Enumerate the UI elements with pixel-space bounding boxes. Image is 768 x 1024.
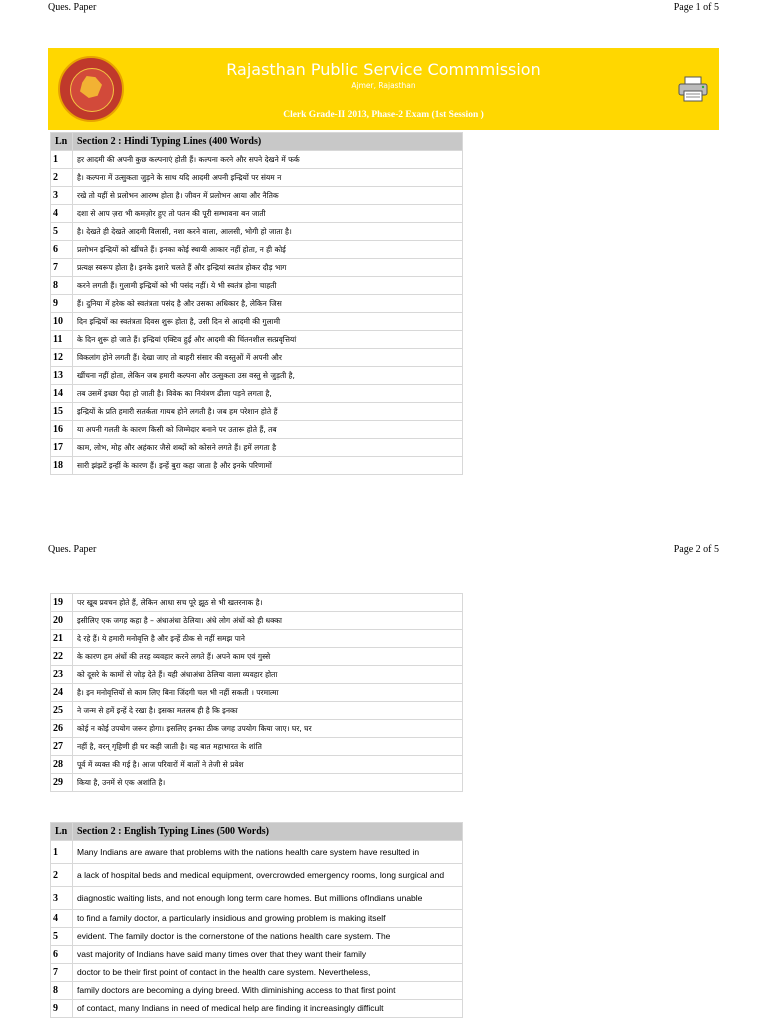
line-number: 3 <box>51 887 73 910</box>
line-number: 5 <box>51 928 73 946</box>
line-number: 2 <box>51 864 73 887</box>
typing-line-text: Many Indians are aware that problems with the nations health care system have resulted in <box>73 841 463 864</box>
line-number: 25 <box>51 702 73 720</box>
table-row <box>51 367 463 385</box>
table-row <box>51 702 463 720</box>
table-row <box>51 187 463 205</box>
table-row <box>51 684 463 702</box>
typing-line-text: तब उसमें इच्छा पैदा हो जाती है। विवेक का नियंत्रण ढीला पड़ने लगता है, <box>73 385 463 403</box>
page-number: Page 2 of 5 <box>673 544 719 555</box>
typing-line-text: पूर्व में व्यक्त की गई है। आज परिवारों में बातों ने तेजी से प्रवेश <box>73 756 463 774</box>
line-number: 24 <box>51 684 73 702</box>
table-row <box>51 457 463 475</box>
table-row <box>51 841 463 864</box>
table-row <box>51 439 463 457</box>
typing-line-text: evident. The family doctor is the cornerstone of the nations health care system. The <box>73 928 463 946</box>
line-number: 1 <box>51 841 73 864</box>
line-number: 4 <box>51 910 73 928</box>
line-number: 11 <box>51 331 73 349</box>
typing-line-text: diagnostic waiting lists, and not enough long term care homes. But millions ofIndians unable <box>73 887 463 910</box>
table-row <box>51 910 463 928</box>
table-row <box>51 349 463 367</box>
page-number: Page 1 of 5 <box>673 2 719 13</box>
table-row <box>51 964 463 982</box>
typing-line-text: पर खूब प्रवचन होते हैं, लेकिन आधा सच पूरे झूठ से भी खतरनाक है। <box>73 594 463 612</box>
line-number: 23 <box>51 666 73 684</box>
line-number: 28 <box>51 756 73 774</box>
line-number: 1 <box>51 151 73 169</box>
table-row <box>51 720 463 738</box>
banner-title: Rajasthan Public Service Commmission <box>226 60 541 79</box>
typing-line-text: नहीं है, वरन् गृहिणी ही घर कही जाती है। यह बात महाभारत के शांति <box>73 738 463 756</box>
typing-line-text: vast majority of Indians have said many times over that they want their family <box>73 946 463 964</box>
line-number: 21 <box>51 630 73 648</box>
table-row <box>51 982 463 1000</box>
typing-line-text: है। इन मनोवृत्तियों से काम लिए बिना जिंदगी चल भी नहीं सकती । परमात्मा <box>73 684 463 702</box>
line-number-header: Ln <box>51 133 73 151</box>
table-row <box>51 241 463 259</box>
table-row <box>51 331 463 349</box>
table-row <box>51 864 463 887</box>
typing-line-text: प्रत्यक्ष स्वरूप होता है। इनके इशारे चलते हैं और इन्द्रियां स्वतंत्र होकर दौड़ भाग <box>73 259 463 277</box>
line-number: 10 <box>51 313 73 331</box>
typing-line-text: के दिन शुरू हो जाते हैं। इन्द्रियां एक्टिव हुईं और आदमी की चिंतनशील सत्प्रवृत्तियां <box>73 331 463 349</box>
line-number: 13 <box>51 367 73 385</box>
typing-line-text: दशा से आप ज़रा भी कमज़ोर हुए तो पतन की पूरी सम्भावना बन जाती <box>73 205 463 223</box>
table-row <box>51 151 463 169</box>
table-row <box>51 169 463 187</box>
line-number: 14 <box>51 385 73 403</box>
typing-line-text: इसीलिए एक जगह कहा है – अंधाअंधा ठेलिया। अंधे लोग अंधों को ही धक्का <box>73 612 463 630</box>
line-number: 20 <box>51 612 73 630</box>
line-number: 9 <box>51 1000 73 1018</box>
typing-line-text: किया है, उनमें से एक अशांति है। <box>73 774 463 792</box>
line-number: 22 <box>51 648 73 666</box>
typing-line-text: या अपनी गलती के कारण किसी को जिम्मेदार बनाने पर उतारू होते हैं, तब <box>73 421 463 439</box>
banner-subtitle: Ajmer, Rajasthan <box>351 81 416 90</box>
typing-line-text: है। कल्पना में उत्सुकता जुड़ने के साथ यदि आदमी अपनी इन्द्रियों पर संयम न <box>73 169 463 187</box>
line-number: 6 <box>51 241 73 259</box>
line-number: 7 <box>51 964 73 982</box>
typing-line-text: दिन इन्द्रियों का स्वतंत्रता दिवस शुरू होता है, उसी दिन से आदमी की गुलामी <box>73 313 463 331</box>
left-header: Ques. Paper <box>48 2 97 13</box>
table-row <box>51 648 463 666</box>
table-row <box>51 385 463 403</box>
table-row <box>51 666 463 684</box>
table-row <box>51 928 463 946</box>
printer-icon[interactable] <box>677 76 709 102</box>
table-row <box>51 205 463 223</box>
typing-line-text: हर आदमी की अपनी कुछ कल्पनाएं होती हैं। कल्पना करने और सपने देखने में फर्क <box>73 151 463 169</box>
typing-line-text: दे रहे हैं। ये हमारी मनोवृत्ति है और इन्हें ठीक से नहीं समझ पाने <box>73 630 463 648</box>
table-row <box>51 594 463 612</box>
hindi-typing-table <box>50 132 463 475</box>
line-number-header: Ln <box>51 823 73 841</box>
line-number: 29 <box>51 774 73 792</box>
line-number: 2 <box>51 169 73 187</box>
line-number: 8 <box>51 277 73 295</box>
line-number: 17 <box>51 439 73 457</box>
hindi-typing-table-continued <box>50 593 463 792</box>
typing-line-text: इन्द्रियों के प्रति हमारी सतर्कता गायब होने लगती है। जब हम परेशान होते हैं <box>73 403 463 421</box>
exam-title: Clerk Grade-II 2013, Phase-2 Exam (1st Session ) <box>283 110 484 120</box>
line-number: 5 <box>51 223 73 241</box>
table-row <box>51 612 463 630</box>
english-typing-table <box>50 822 463 1018</box>
table-row <box>51 1000 463 1018</box>
typing-line-text: है। देखते ही देखते आदमी विलासी, नशा करने वाला, आलसी, भोगी हो जाता है। <box>73 223 463 241</box>
table-row <box>51 774 463 792</box>
typing-line-text: of contact, many Indians in need of medical help are finding it increasingly difficult <box>73 1000 463 1018</box>
typing-line-text: doctor to be their first point of contact in the health care system. Nevertheless, <box>73 964 463 982</box>
typing-line-text: विकलांग होने लगती हैं। देखा जाए तो बाहरी संसार की वस्तुओं में अपनी और <box>73 349 463 367</box>
line-number: 3 <box>51 187 73 205</box>
table-row <box>51 223 463 241</box>
line-number: 4 <box>51 205 73 223</box>
section-title: Section 2 : English Typing Lines (500 Words) <box>73 823 463 841</box>
line-number: 12 <box>51 349 73 367</box>
typing-line-text: प्रलोभन इन्द्रियों को खींचते हैं। इनका कोई स्थायी आकार नहीं होता, न ही कोई <box>73 241 463 259</box>
typing-line-text: to find a family doctor, a particularly insidious and growing problem is making itself <box>73 910 463 928</box>
typing-line-text: कोई न कोई उपयोग जरूर होगा। इसलिए इनका ठीक जगह उपयोग किया जाए। घर, घर <box>73 720 463 738</box>
typing-line-text: हैं। दुनिया में हरेक को स्वतंत्रता पसंद है और उसका अधिकार है, लेकिन जिस <box>73 295 463 313</box>
line-number: 26 <box>51 720 73 738</box>
left-header: Ques. Paper <box>48 544 97 555</box>
typing-line-text: को दूसरे के कामों से जोड़ देते हैं। यही अंधाअंधा ठेलिया वाला व्यवहार होता <box>73 666 463 684</box>
line-number: 8 <box>51 982 73 1000</box>
typing-line-text: family doctors are becoming a dying breed. With diminishing access to that first point <box>73 982 463 1000</box>
line-number: 15 <box>51 403 73 421</box>
typing-line-text: करने लगती हैं। गुलामी इन्द्रियों को भी पसंद नहीं। ये भी स्वतंत्र होना चाहती <box>73 277 463 295</box>
table-row <box>51 277 463 295</box>
typing-line-text: खींचना नहीं होता, लेकिन जब हमारी कल्पना और उत्सुकता उस वस्तु से जुड़ती है, <box>73 367 463 385</box>
typing-line-text: सारी झंझटें इन्हीं के कारण हैं। इन्हें बुरा कहा जाता है और इनके परिणामों <box>73 457 463 475</box>
table-row <box>51 630 463 648</box>
typing-line-text: ने जन्म से हमें इन्हें दे रखा है। इसका मतलब ही है कि इनका <box>73 702 463 720</box>
table-row <box>51 738 463 756</box>
line-number: 6 <box>51 946 73 964</box>
typing-line-text: काम, लोभ, मोह और अहंकार जैसे शब्दों को कोसने लगते हैं। हमें लगता है <box>73 439 463 457</box>
table-row <box>51 403 463 421</box>
line-number: 7 <box>51 259 73 277</box>
line-number: 9 <box>51 295 73 313</box>
typing-line-text: a lack of hospital beds and medical equipment, overcrowded emergency rooms, long surgical and <box>73 864 463 887</box>
commission-banner <box>48 48 719 130</box>
table-row <box>51 295 463 313</box>
table-row <box>51 756 463 774</box>
line-number: 19 <box>51 594 73 612</box>
line-number: 18 <box>51 457 73 475</box>
typing-line-text: रखे तो यहीं से प्रलोभन आरम्भ होता है। जीवन में प्रलोभन आया और नैतिक <box>73 187 463 205</box>
typing-line-text: के कारण हम अंधों की तरह व्यवहार करने लगते हैं। अपने काम एवं गुस्से <box>73 648 463 666</box>
table-row <box>51 421 463 439</box>
line-number: 27 <box>51 738 73 756</box>
table-row <box>51 887 463 910</box>
table-row <box>51 946 463 964</box>
section-title: Section 2 : Hindi Typing Lines (400 Words) <box>73 133 463 151</box>
table-row <box>51 259 463 277</box>
line-number: 16 <box>51 421 73 439</box>
table-row <box>51 313 463 331</box>
